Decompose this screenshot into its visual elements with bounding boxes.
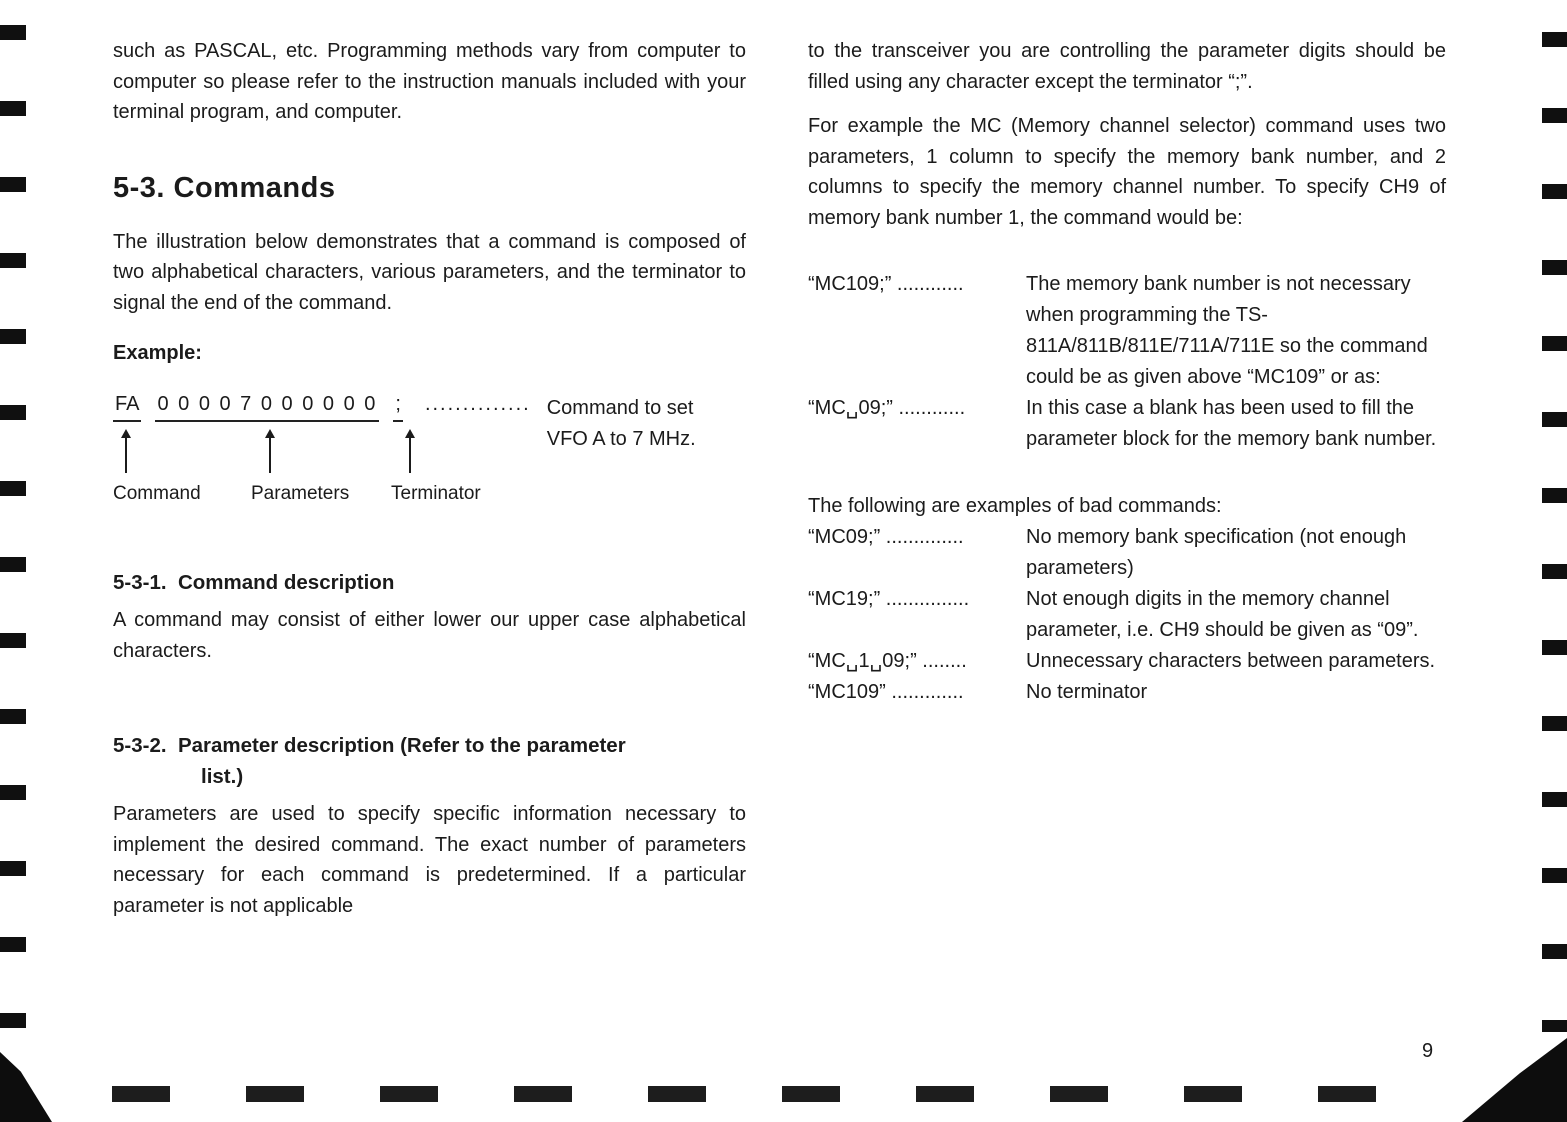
command-term: “MC␣1␣09;” ........ [808, 649, 967, 672]
diagram-parameters-segment: 0 0 0 0 7 0 0 0 0 0 0 [155, 393, 379, 422]
scan-artifact [112, 1086, 1432, 1102]
scan-artifact [0, 1052, 52, 1122]
command-description: The memory bank number is not necessary when programming the TS-811A/811B/811E/711A/711E so the command could be as given above “MC109” or as: [1026, 273, 1428, 388]
scan-artifact [1542, 32, 1567, 1032]
command-term: “MC09;” .............. [808, 525, 964, 548]
list-item [808, 677, 1446, 708]
diagram-label-command: Command [113, 483, 201, 504]
command-term: “MC109” ............. [808, 680, 964, 703]
bad-command-list [808, 522, 1446, 708]
diagram-label-terminator: Terminator [391, 483, 481, 504]
subsection-heading-532-line1: 5-3-2. Parameter description (Refer to the parameter [113, 734, 626, 757]
example-label: Example: [113, 342, 202, 364]
list-item [808, 269, 1446, 393]
list-item [808, 646, 1446, 677]
list-item [808, 393, 1446, 455]
diagram-command-segment: FA [113, 393, 141, 422]
subsection-heading-532-line2: list.) [201, 765, 244, 788]
section-heading: 5-3. Commands [113, 171, 336, 204]
list-item [808, 522, 1446, 584]
bad-commands-intro: The following are examples of bad commands: [808, 495, 1222, 517]
command-description: No terminator [1026, 680, 1148, 703]
diagram-description: Command to set VFO A to 7 MHz. [546, 397, 696, 450]
command-term: “MC19;” ............... [808, 587, 970, 610]
paragraph-section-intro: The illustration below demonstrates that a command is composed of two alphabetical characters, various parameters, and the terminator to signal the end of the command. [113, 230, 746, 314]
diagram-terminator-segment: ; [393, 393, 403, 422]
up-arrow-icon [409, 431, 411, 473]
command-description: Not enough digits in the memory channel parameter, i.e. CH9 should be given as “09”. [1026, 587, 1419, 641]
list-item [808, 584, 1446, 646]
right-column [808, 36, 1446, 708]
paragraph-532: Parameters are used to specify specific information necessary to implement the desired command. The exact number of parameters necessary for each command is predetermined. If a particular parameter is not applicable [113, 803, 746, 917]
up-arrow-icon [269, 431, 271, 473]
dot-leader: .............. [424, 393, 531, 415]
scan-artifact [1462, 1038, 1567, 1122]
paragraph-right-1: to the transceiver you are controlling the parameter digits should be filled using any character except the terminator “;”. [808, 40, 1446, 93]
paragraph-right-2: For example the MC (Memory channel selector) command uses two parameters, 1 column to specify the memory bank number, and 2 columns to specify the memory channel number. To specify CH9 of memory bank number 1, the command would be: [808, 115, 1446, 229]
command-description: No memory bank specification (not enough parameters) [1026, 525, 1407, 579]
command-description: Unnecessary characters between parameters. [1026, 649, 1436, 672]
up-arrow-icon [125, 431, 127, 473]
command-example-list [808, 269, 1446, 455]
diagram-label-parameters: Parameters [251, 483, 350, 504]
subsection-heading-531: 5-3-1. Command description [113, 571, 395, 594]
subsection-heading-532 [113, 730, 746, 792]
command-term: “MC109;” ............ [808, 273, 964, 295]
page-number: 9 [1422, 1040, 1434, 1062]
diagram-command-line [113, 393, 746, 455]
command-description: In this case a blank has been used to fill the parameter block for the memory bank number. [1026, 397, 1437, 450]
paragraph-531: A command may consist of either lower our upper case alphabetical characters. [113, 609, 746, 662]
paragraph-intro: such as PASCAL, etc. Programming methods vary from computer to computer so please refer to the instruction manuals included with your terminal program, and computer. [113, 40, 746, 123]
command-structure-diagram [113, 393, 746, 525]
command-term: “MC␣09;” ............ [808, 397, 966, 419]
left-column [113, 36, 746, 921]
scan-artifact [0, 25, 26, 1030]
